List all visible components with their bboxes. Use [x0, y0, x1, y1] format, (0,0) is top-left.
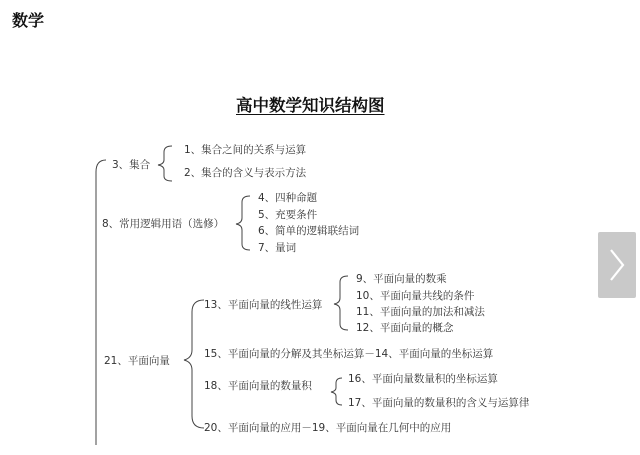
- dot-product-item: 16、平面向量数量积的坐标运算: [348, 373, 498, 385]
- application-node: 20、平面向量的应用－19、平面向量在几何中的应用: [204, 422, 452, 434]
- sets-item: 2、集合的含义与表示方法: [184, 167, 307, 179]
- dot-product-item: 17、平面向量的数量积的含义与运算律: [348, 397, 530, 409]
- logic-node-label: 8、常用逻辑用语（选修）: [102, 218, 225, 230]
- main-spine-line: [96, 160, 106, 445]
- sets-brace: [158, 146, 172, 181]
- dot-product-node-label: 18、平面向量的数量积: [204, 380, 312, 392]
- logic-brace: [236, 196, 250, 250]
- logic-item: 4、四种命题: [258, 192, 318, 204]
- chevron-right-icon: [608, 248, 626, 282]
- page-header-title: 数学: [12, 11, 45, 30]
- logic-item: 6、简单的逻辑联结词: [258, 225, 360, 237]
- sets-item: 1、集合之间的关系与运算: [184, 144, 307, 156]
- next-image-button[interactable]: [598, 232, 636, 298]
- dot-brace: [331, 378, 342, 405]
- diagram-title: 高中数学知识结构图: [236, 96, 385, 115]
- linear-item: 9、平面向量的数乘: [356, 273, 447, 285]
- vectors-node-label: 21、平面向量: [104, 355, 170, 367]
- linear-item: 11、平面向量的加法和减法: [356, 306, 485, 318]
- decomposition-node: 15、平面向量的分解及其坐标运算－14、平面向量的坐标运算: [204, 348, 494, 360]
- vectors-brace: [184, 300, 204, 428]
- logic-item: 7、量词: [258, 242, 297, 254]
- sets-node-label: 3、集合: [112, 159, 151, 171]
- linear-node-label: 13、平面向量的线性运算: [204, 299, 323, 311]
- linear-item: 10、平面向量共线的条件: [356, 290, 475, 302]
- logic-item: 5、充要条件: [258, 209, 318, 221]
- linear-item: 12、平面向量的概念: [356, 322, 454, 334]
- linear-brace: [334, 276, 348, 330]
